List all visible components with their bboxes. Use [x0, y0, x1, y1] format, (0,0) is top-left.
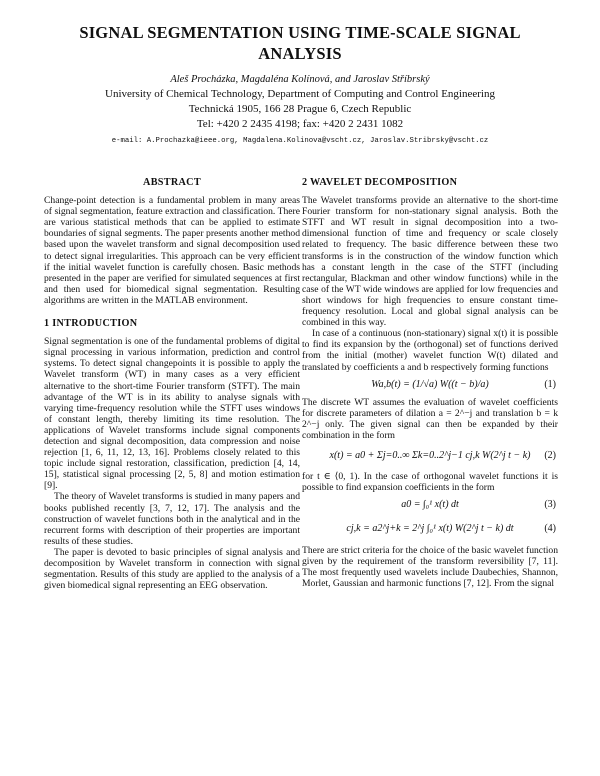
wavelet-heading: 2 WAVELET DECOMPOSITION [302, 177, 458, 188]
abstract-heading: ABSTRACT [143, 177, 201, 188]
wavelet-paragraph-3: The discrete WT assumes the evaluation of wavelet coefficients for discrete parameters of dilation a = 2^−j and translation b = k 2^−j only. The given signal can then be expanded by their combination in the form [302, 396, 558, 441]
wavelet-paragraph-1: The Wavelet transforms provide an alternative to the short-time Fourier transform for non-stationary signal analysis. Both the STFT and WT result in signal decomposition into a two-dimensional function of time and frequency or scale closely related to frequency. The basic difference between these two transforms is in the construction of the window function which has a constant length in the case of the STFT (including rectangular, Blackman and other window functions) while in the case of the WT wide windows are applied for low frequencies and short windows for high frequencies to ensure constant time-frequency resolution. Local and global signal analysis can be combined in this way. [302, 195, 558, 329]
wavelet-paragraph-4: for t ∈ ⟨0, 1). In the case of orthogonal wavelet functions it is possible to find expansion coefficients in the form [302, 470, 558, 494]
equation-1-expression: Wa,b(t) = (1/√a) W((t − b)/a) [371, 378, 489, 390]
equation-3-expression: a0 = ∫₀¹ x(t) dt [401, 499, 459, 511]
equation-3-number: (3) [544, 499, 556, 511]
paper-title: SIGNAL SEGMENTATION USING TIME-SCALE SIGNAL ANALYSIS [79, 23, 521, 63]
authors: Aleš Procházka, Magdaléna Kolínová, and Jaroslav Stříbrský [170, 74, 430, 85]
wavelet-paragraph-2: In case of a continuous (non-stationary) signal x(t) it is possible to find its expansion by the (orthogonal) set of functions derived from the initial (mother) wavelet function W(t) dilated and translated by coefficients a and b respectively forming functions [302, 328, 558, 373]
equation-2-number: (2) [544, 449, 556, 461]
equation-4-expression: cj,k = a2^j+k = 2^j ∫₀¹ x(t) W(2^j t − k) dt [346, 523, 514, 535]
left-column [44, 177, 300, 591]
right-column [302, 177, 558, 590]
equation-1 [302, 373, 558, 397]
intro-heading: 1 INTRODUCTION [44, 318, 138, 330]
intro-paragraph-1: Signal segmentation is one of the fundamental problems of digital signal processing in various information, prediction and control systems. To detect signal changepoints it is possible to apply the Wavelet transform (WT) in many cases as a very efficient alternative to the short-time Fourier transform (STFT). The main advantage of the WT is in its ability to analyse signals with varying time-frequency resolution while the STFT uses windows of constant length, thereby limiting its time resolution. The applications of Wavelet transforms include signal components detection and signal decomposition, data compression and noise rejection [1, 6, 11, 12, 13, 16]. Problems closely related to this topic include signal restoration, classification, prediction [4, 14, 15], statistical signal processing [2, 5, 8] and motion estimation [9]. [44, 336, 300, 492]
abstract-text: Change-point detection is a fundamental problem in many areas of signal segmentation, feature extraction and classification. There are various statistical methods that can be applied to estimate boundaries of signal segments. The paper presents another method based upon the wavelet transform and signal decomposition used to detect signal irregularities. This approach can be very efficient if the initial wavelet function is carefully chosen. Basic methods presented in the paper are verified for simulated sequences at first and then used for biomedical signal segmentation. Resulting algorithms are written in the MATLAB environment. [44, 195, 300, 306]
intro-paragraph-3: The paper is devoted to basic principles of signal analysis and decomposition by Wavelet transform in connection with signal segmentation. Results of this study are applied to the analysis of a given biomedical signal representing an EEG observation. [44, 546, 300, 592]
telephone: Tel: +420 2 2435 4198; fax: +420 2 2431 1082 [196, 118, 404, 130]
intro-paragraph-2: The theory of Wavelet transforms is studied in many papers and books published recently [3, 7, 12, 17]. The analysis and the construction of wavelet functions both in the analytical and in the recurrent forms with description of their properties are important results of these studies. [44, 491, 300, 547]
equation-4-number: (4) [544, 523, 556, 535]
wavelet-paragraph-5: There are strict criteria for the choice of the basic wavelet function given by the requirement of the transform reversibility [7, 11]. The most frequently used wavelets include Daubechies, Shannon, Morlet, Gaussian and harmonic functions [7, 12]. From the signal [302, 545, 558, 590]
equation-3 [302, 493, 558, 517]
address: Technická 1905, 166 28 Prague 6, Czech Republic [188, 103, 412, 115]
equation-4 [302, 517, 558, 541]
affiliation: University of Chemical Technology, Department of Computing and Control Engineering [105, 88, 495, 100]
email-line: e-mail: A.Prochazka@ieee.org, Magdalena.Kolinova@vscht.cz, Jaroslav.Stribrsky@vscht.cz [111, 137, 489, 145]
equation-1-number: (1) [544, 378, 556, 390]
equation-2 [302, 441, 558, 471]
equation-2-expression: x(t) = a0 + Σj=0..∞ Σk=0..2^j−1 cj,k W(2^j t − k) [329, 449, 531, 461]
